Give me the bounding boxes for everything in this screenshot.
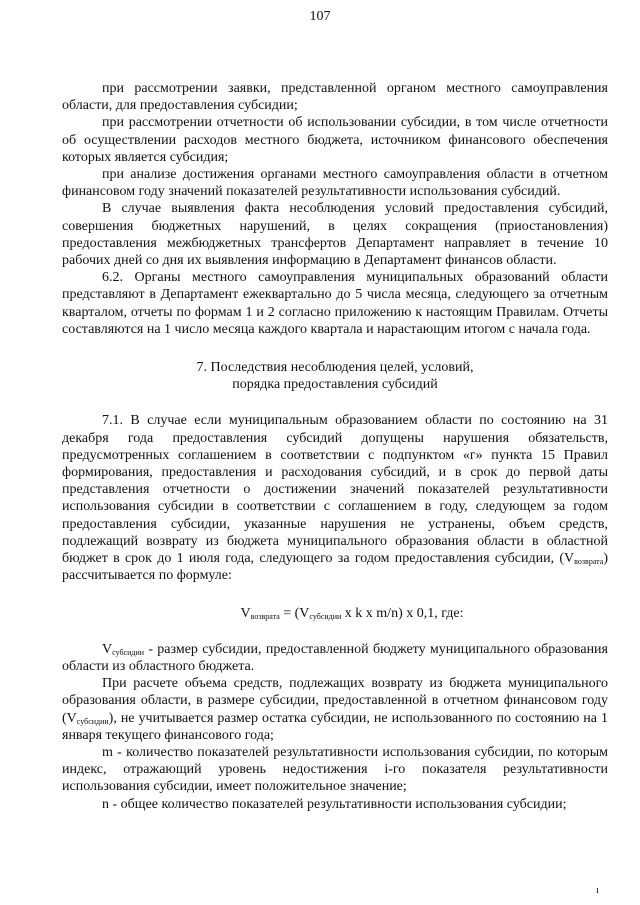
definition-v-sub: субсидии [112, 647, 144, 657]
subscript: возврата [574, 557, 604, 567]
calc-note-end: ), не учитывается размер остатка субсидии, не использованного по состоянию на 1 января текущего финансового года; [62, 710, 608, 743]
section-heading [62, 359, 608, 393]
formula-mid: = (V [279, 606, 310, 622]
paragraph: 6.2. Органы местного самоуправления муниципальных образований области представляют в Департамент ежеквартально до 5 числа месяца, следующего за отчетным кварталом, отчеты по формам 1 и 2 согласно приложению к настоящим Правилам. Отчеты составляются на 1 число месяца каждого квартала и нарастающим итогом с начала года. [62, 270, 608, 337]
definition-v-symbol: V [102, 641, 113, 657]
paragraph-7-1 [62, 412, 608, 584]
formula-end: x k x m/n) x 0,1, где: [341, 606, 464, 622]
calc-note [62, 675, 608, 744]
definition-v [62, 641, 608, 675]
formula [62, 605, 608, 622]
paragraph: В случае выявления факта несоблюдения условий предоставления субсидий, совершения бюджетных нарушений, в целях сокращения (приостановления) предоставления межбюджетных трансфертов Департамент направляет в течение 10 рабочих дней со дня их выявления информацию в Департамент финансов области. [62, 201, 608, 269]
corner-mark: ı [596, 885, 599, 896]
paragraph-7-1-text: 7.1. В случае если муниципальным образованием области по состоянию на 31 декабря года предоставления субсидий допущены нарушения обязательств, предусмотренных соглашением в соответствии с подпунктом «г» пункта 15 Правил формирования, предоставления и расходования субсидий, и в срок до первой даты представления отчетности о достижении значений показателей результативности использования субсидии в соответствии с соглашением в году, следующем за годом предоставления субсидии, указанные нарушения не устранены, объем средств, подлежащий возврату из бюджета муниципального образования области в областной бюджет в срок до 1 июля года, следующего за годом предоставления субсидии, (V [62, 413, 608, 567]
formula-v: V [240, 606, 251, 622]
calc-note-sub: субсидии [76, 716, 109, 726]
definition-v-text: - размер субсидии, предоставленной бюджету муниципального образования области из областного бюджета. [62, 641, 608, 674]
section-heading-line2: порядка предоставления субсидий [232, 377, 438, 393]
formula-sub-subsidy: субсидии [309, 612, 342, 622]
definition-n: n - общее количество показателей результативности использования субсидии; [102, 796, 567, 812]
section-heading-line1: 7. Последствия несоблюдения целей, условий, [196, 360, 474, 376]
document-body [62, 80, 608, 813]
calc-note-start: При расчете объема средств, подлежащих возврату из бюджета муниципального образования области, в размере субсидии, предоставленной в отчетном финансовом году (V [62, 676, 608, 726]
definition-m: m - количество показателей результативности использования субсидии, по которым индекс, отражающий уровень недостижения i-го показателя результативности использования субсидии, имеет положительное значение; [62, 744, 608, 795]
paragraph: при рассмотрении заявки, представленной органом местного самоуправления области, для предоставления субсидии; [62, 81, 608, 114]
formula-sub-return: возврата [250, 612, 280, 622]
paragraph: при рассмотрении отчетности об использовании субсидии, в том числе отчетности об осуществлении расходов местного бюджета, источником финансового обеспечения которых является субсидия; [62, 115, 608, 165]
paragraph-7-1-end: ) рассчитывается по формуле: [62, 551, 608, 584]
paragraph: при анализе достижения органами местного самоуправления области в отчетном финансовом году значений показателей результативности использования субсидий. [62, 167, 608, 200]
page-number: 107 [309, 9, 331, 24]
